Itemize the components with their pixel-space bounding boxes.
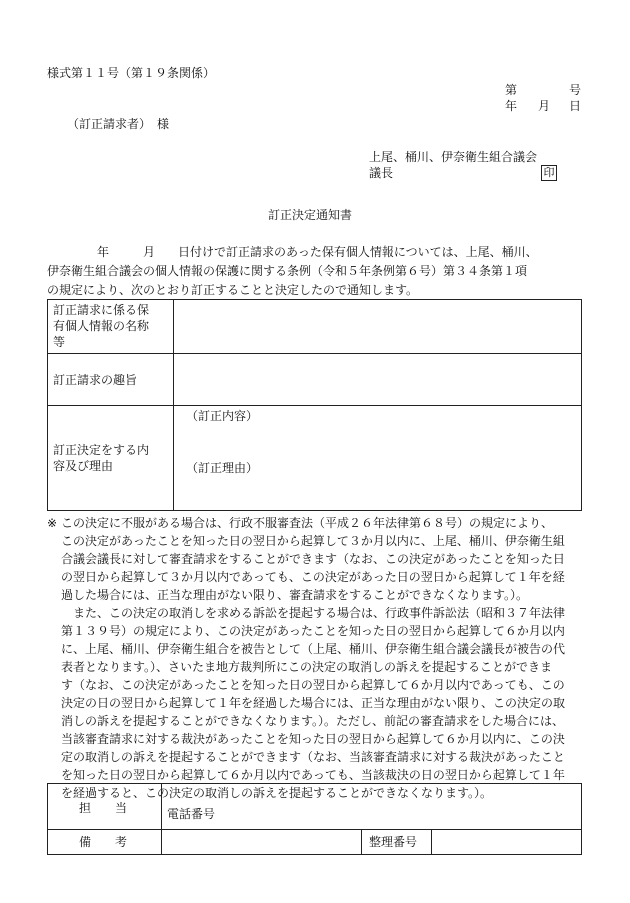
main-table-row-line-2 [47,405,582,406]
main-table-row-line-1 [47,353,582,354]
bottom-table-divider-1 [161,783,162,855]
document-title: 訂正決定通知書 [268,208,353,222]
intro-line-3: の規定により、次のとおり訂正することと決定したので通知します。 [47,283,419,297]
addressee: （訂正請求者） 様 [67,117,170,131]
intro-line-2: 伊奈衛生組合議会の個人情報の保護に関する条例（令和５年条例第６号）第３４条第１項 [47,264,528,278]
seal-mark: 印 [541,165,557,181]
note-paragraph-lawsuit: また、この決定の取消しを求める訴訟を提起する場合は、行政事件訴訟法（昭和３７年法律 第１３９号）の規定により、この決定があったことを知った日の翌日から起算して６か月以内 に、上尾、桶川、伊奈衛生組合を被告として（上尾、桶川、伊奈衛生組合議会議長が被告の代 表者となります。）、さいたま地方裁判所にこの決定の取消しの訴えを提起することができま す（なお、この決定があったことを知った日の翌日から起算して６か月以内であっても、この 決定の日の翌日から起算して１年を経過した場合には、正当な理由がない限り、この決定の取 消しの訴えを提起することができなくなります。）。ただし、前記の審査請求をした場合には、 当該審査請求に対する裁決があったことを知った日の翌日から起算して６か月以内に、この決 定の取消しの訴えを提起することができます（なお、当該審査請求に対する裁決があったこと を知った日の翌日から起算して６か月以内であっても、当該裁決の日の翌日から起算して１年 を経過すると、この決定の取消しの訴えを提起することができなくなります。）。 [61,606,566,800]
intro-month: 月 [143,245,156,259]
sender-title: 議長 [369,166,394,180]
date-day: 日 [569,99,582,113]
date-month: 月 [538,99,551,113]
note-mark: ※ [47,516,58,530]
seiri-number-label: 整理番号 [369,835,418,849]
bottom-table-border [47,783,582,855]
bottom-table-divider-2 [361,829,362,855]
phone-number-label: 電話番号 [167,807,216,821]
bottom-table-row-line [47,829,582,830]
requested-info-name-label: 訂正請求に係る保 有個人情報の名称 等 [53,303,150,349]
decision-content-label: 訂正決定をする内 容及び理由 [53,443,150,473]
intro-year: 年 [97,245,110,259]
correction-reason-label: （訂正理由） [186,461,259,475]
doc-number-suffix: 号 [569,83,582,97]
biko-label: 備 考 [79,835,128,849]
date-year: 年 [505,99,518,113]
tanto-label: 担 当 [79,801,128,815]
sender-organization: 上尾、桶川、伊奈衛生組合議会 [369,150,538,164]
intro-line-1: 日付けで訂正請求のあった保有個人情報については、上尾、桶川、 [178,245,538,259]
form-number: 様式第１１号（第１９条関係） [47,66,216,80]
bottom-table-divider-3 [431,829,432,855]
correction-content-label: （訂正内容） [186,409,259,423]
note-paragraph-review: この決定に不服がある場合は、行政不服審査法（平成２６年法律第６８号）の規定により、 この決定があったことを知った日の翌日から起算して３か月以内に、上尾、桶川、伊奈衛生組 合議会議長に対して審査請求をすることができます（なお、この決定があったことを知った日 の翌日から起算して３か月以内であっても、この決定があった日の翌日から起算して１年を経 過した場合には、正当な理由がない限り、審査請求をすることができなくなります。）。 [61,516,565,602]
doc-number-prefix: 第 [505,83,518,97]
request-purpose-label: 訂正請求の趣旨 [53,373,138,387]
